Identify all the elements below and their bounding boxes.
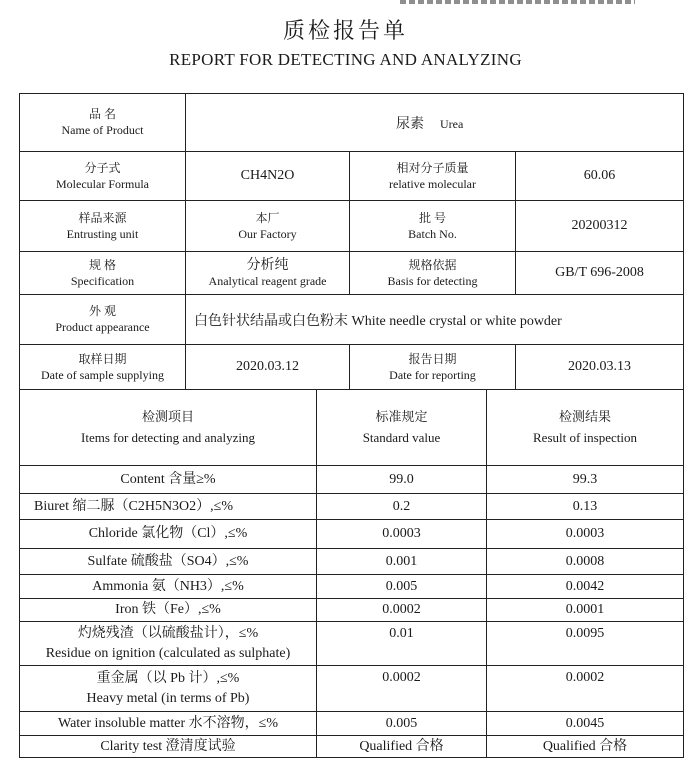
item-residue: 灼烧残渣（以硫酸盐计），≤% Residue on ignition (calculated as sulphate) (20, 622, 317, 666)
item-chloride: Chloride 氯化物（Cl）,≤% (20, 520, 317, 549)
item-sulfate: Sulfate 硫酸盐（SO4）,≤% (20, 549, 317, 575)
table-row (20, 736, 684, 758)
top-edge-artifact (0, 0, 691, 6)
table-row (20, 575, 684, 599)
value-batch: 20200312 (516, 201, 684, 252)
report-title-cn: 质检报告单 (282, 19, 408, 44)
std-heavy-metal: 0.0002 (317, 666, 487, 712)
label-batch: 批 号 Batch No. (350, 201, 516, 252)
item-ammonia: Ammonia 氨（NH3）,≤% (20, 575, 317, 599)
label-molecular: 相对分子质量 relative molecular (350, 152, 516, 201)
value-molecular: 60.06 (516, 152, 684, 201)
value-spec: 分析纯 Analytical reagent grade (186, 252, 350, 295)
table-row (20, 712, 684, 736)
std-ammonia: 0.005 (317, 575, 487, 599)
product-info-table (19, 93, 684, 390)
table-row (20, 622, 684, 666)
report-title-en: REPORT FOR DETECTING AND ANALYZING (169, 50, 522, 69)
table-row (20, 599, 684, 622)
label-report-date: 报告日期 Date for reporting (350, 345, 516, 390)
row-appearance (20, 295, 684, 345)
res-content: 99.3 (487, 466, 684, 494)
row-source (20, 201, 684, 252)
header-items: 检测项目 Items for detecting and analyzing (20, 390, 317, 466)
value-product-name: 尿素 Urea (186, 94, 684, 152)
res-ammonia: 0.0042 (487, 575, 684, 599)
value-source: 本厂 Our Factory (186, 201, 350, 252)
std-content: 99.0 (317, 466, 487, 494)
value-sample-date: 2020.03.12 (186, 345, 350, 390)
label-basis: 规格依据 Basis for detecting (350, 252, 516, 295)
header-result: 检测结果 Result of inspection (487, 390, 684, 466)
item-heavy-metal: 重金属（以 Pb 计）,≤% Heavy metal (in terms of Pb) (20, 666, 317, 712)
item-biuret: Biuret 缩二脲（C2H5N3O2）,≤% (20, 494, 317, 520)
std-clarity: Qualified 合格 (317, 736, 487, 758)
table-row (20, 466, 684, 494)
label-source: 样品来源 Entrusting unit (20, 201, 186, 252)
item-clarity: Clarity test 澄清度试验 (20, 736, 317, 758)
value-report-date: 2020.03.13 (516, 345, 684, 390)
results-header-row (20, 390, 684, 466)
std-water-insoluble: 0.005 (317, 712, 487, 736)
row-dates (20, 345, 684, 390)
item-iron: Iron 铁（Fe）,≤% (20, 599, 317, 622)
label-formula: 分子式 Molecular Formula (20, 152, 186, 201)
row-formula (20, 152, 684, 201)
std-residue: 0.01 (317, 622, 487, 666)
res-heavy-metal: 0.0002 (487, 666, 684, 712)
res-sulfate: 0.0008 (487, 549, 684, 575)
item-water-insoluble: Water insoluble matter 水不溶物，≤% (20, 712, 317, 736)
table-row (20, 520, 684, 549)
value-basis: GB/T 696-2008 (516, 252, 684, 295)
value-appearance: 白色针状结晶或白色粉末 White needle crystal or white powder (186, 295, 684, 345)
item-content: Content 含量≥% (20, 466, 317, 494)
table-row (20, 549, 684, 575)
label-appearance: 外 观 Product appearance (20, 295, 186, 345)
res-iron: 0.0001 (487, 599, 684, 622)
std-biuret: 0.2 (317, 494, 487, 520)
label-spec: 规 格 Specification (20, 252, 186, 295)
res-water-insoluble: 0.0045 (487, 712, 684, 736)
table-row (20, 494, 684, 520)
res-clarity: Qualified 合格 (487, 736, 684, 758)
table-row (20, 666, 684, 712)
std-chloride: 0.0003 (317, 520, 487, 549)
label-sample-date: 取样日期 Date of sample supplying (20, 345, 186, 390)
label-product-name: 品 名 Name of Product (20, 94, 186, 152)
header-standard: 标准规定 Standard value (317, 390, 487, 466)
row-spec (20, 252, 684, 295)
res-residue: 0.0095 (487, 622, 684, 666)
res-chloride: 0.0003 (487, 520, 684, 549)
row-product-name (20, 94, 684, 152)
value-formula: CH4N2O (186, 152, 350, 201)
results-table (19, 389, 684, 758)
res-biuret: 0.13 (487, 494, 684, 520)
std-iron: 0.0002 (317, 599, 487, 622)
std-sulfate: 0.001 (317, 549, 487, 575)
